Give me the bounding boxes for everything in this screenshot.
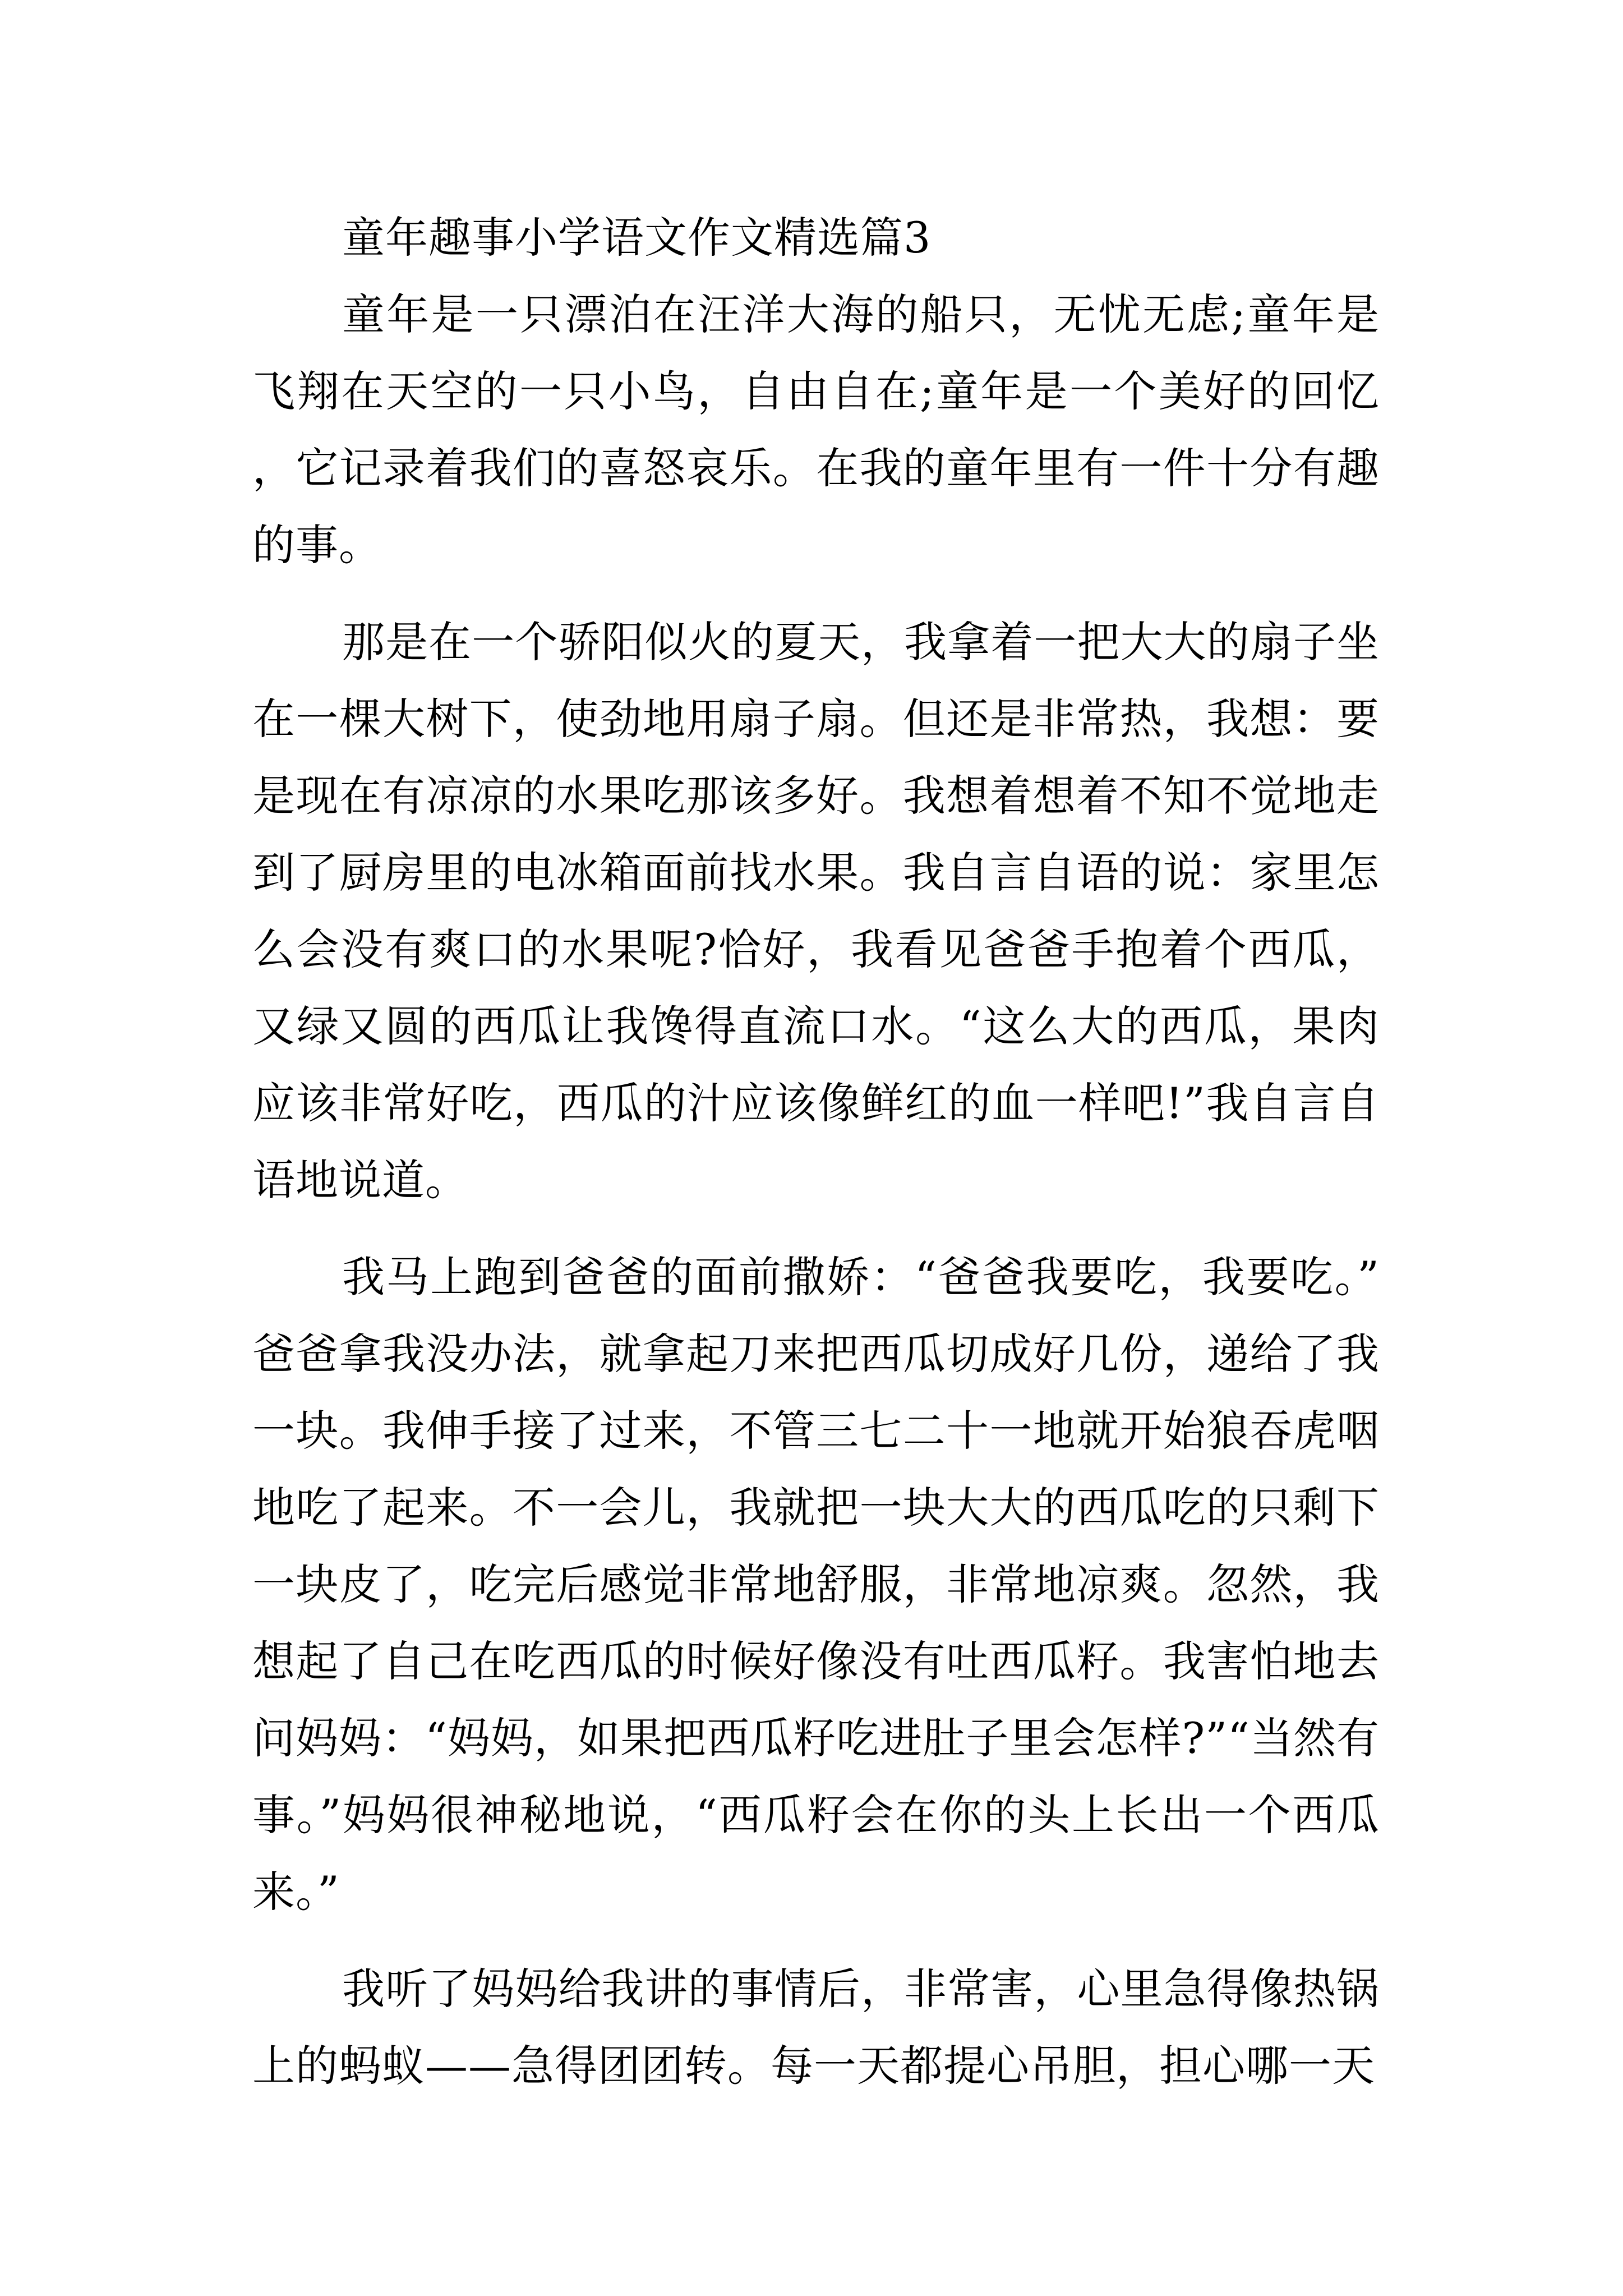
paragraph-1: 童年是一只漂泊在汪洋大海的船只，无忧无虑;童年是飞翔在天空的一只小鸟，自由自在;童年是一个美好的回忆，它记录着我们的喜怒哀乐。在我的童年里有一件十分有趣的事。	[252, 289, 1380, 570]
paragraph-4: 我听了妈妈给我讲的事情后，非常害，心里急得像热锅上的蚂蚁——急得团团转。每一天都提心吊胆，担心哪一天	[252, 1964, 1380, 2091]
paragraph-3: 我马上跑到爸爸的面前撒娇：“爸爸我要吃，我要吃。”爸爸拿我没办法，就拿起刀来把西瓜切成好几份，递给了我一块。我伸手接了过来，不管三七二十一地就开始狼吞虎咽地吃了起来。不一会儿，我就把一块大大的西瓜吃的只剩下一块皮了，吃完后感觉非常地舒服，非常地凉爽。忽然，我想起了自己在吃西瓜的时候好像没有吐西瓜籽。我害怕地去问妈妈：“妈妈，如果把西瓜籽吃进肚子里会怎样?”“当然有事。”妈妈很神秘地说，“西瓜籽会在你的头上长出一个西瓜来。”	[252, 1252, 1380, 1917]
document-body	[252, 199, 1380, 2104]
paragraph-2: 那是在一个骄阳似火的夏天，我拿着一把大大的扇子坐在一棵大树下，使劲地用扇子扇。但还是非常热，我想：要是现在有凉凉的水果吃那该多好。我想着想着不知不觉地走到了厨房里的电冰箱面前找水果。我自言自语的说：家里怎么会没有爽口的水果呢?恰好，我看见爸爸手抱着个西瓜，又绿又圆的西瓜让我馋得直流口水。“这么大的西瓜，果肉应该非常好吃，西瓜的汁应该像鲜红的血一样吧!”我自言自语地说道。	[252, 617, 1380, 1205]
document-title: 童年趣事小学语文作文精选篇3	[342, 213, 932, 263]
